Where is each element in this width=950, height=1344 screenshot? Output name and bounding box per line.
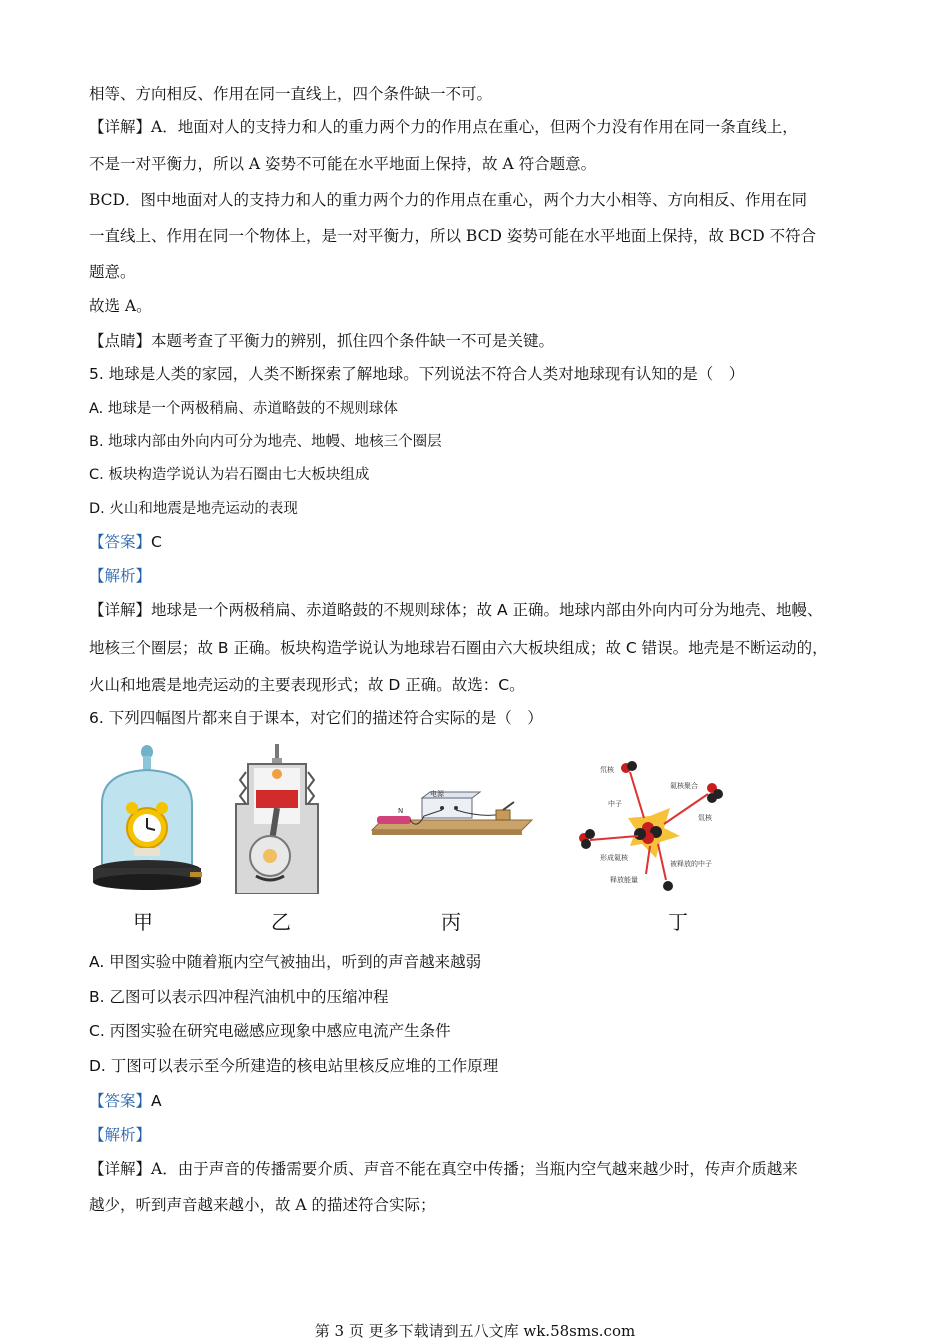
energy-label: 释放能量: [610, 876, 638, 884]
released-neutron-label: 被释放的中子: [670, 860, 712, 868]
question-6-stem: 6. 下列四幅图片都来自于课本，对它们的描述符合实际的是（ ）: [89, 709, 543, 727]
text-line: 故选 A。: [89, 297, 152, 315]
neutron-label: 中子: [608, 800, 622, 808]
q6-analysis-tag: 【解析】: [89, 1126, 152, 1144]
page-footer: 第 3 页 更多下载请到五八文库 wk.58sms.com: [314, 1322, 636, 1340]
text-line: 一直线上、作用在同一个物体上，是一对平衡力，所以 BCD 姿势可能在水平地面上保持，故 BCD 不符合: [89, 227, 817, 245]
engine-figure: [228, 744, 326, 894]
deuterium-label: 氘核: [600, 766, 614, 774]
question-5-stem: 5. 地球是人类的家园，人类不断探索了解地球。下列说法不符合人类对地球现有认知的是（ ）: [89, 365, 745, 383]
comment-text: 本题考查了平衡力的辨别，抓住四个条件缺一不可是关键。: [151, 332, 555, 350]
magnet-pole-label: N: [398, 807, 404, 815]
q5-option-d: D. 火山和地震是地壳运动的表现: [89, 501, 298, 517]
q6-option-b: B. 乙图可以表示四冲程汽油机中的压缩冲程: [89, 988, 389, 1006]
q5-detail-line: 火山和地震是地壳运动的主要表现形式；故 D 正确。故选：C。: [89, 676, 525, 694]
text-line: 题意。: [89, 263, 136, 281]
text-line: 相等、方向相反、作用在同一直线上，四个条件缺一不可。: [89, 85, 493, 103]
answer-value: A: [151, 1092, 162, 1110]
detail-text: A．地面对人的支持力和人的重力两个力的作用点在重心，但两个力没有作用在同一条直线上，: [151, 118, 798, 136]
q5-detail-line: 地核三个圈层；故 B 正确。板块构造学说认为地球岩石圈由六大板块组成；故 C 错误。地壳是不断运动的，: [89, 639, 828, 657]
comment-tag: 【点睛】: [89, 332, 152, 350]
answer-value: C: [151, 533, 162, 551]
q5-answer: [89, 530, 162, 552]
detail-tag: 【详解】: [89, 118, 152, 136]
q5-detail-line: [89, 598, 822, 620]
q6-detail-line: 越少，听到声音越来越小，故 A 的描述符合实际；: [89, 1196, 436, 1214]
q6-option-d: D. 丁图可以表示至今所建造的核电站里核反应堆的工作原理: [89, 1057, 499, 1075]
detail-line: [89, 115, 798, 137]
q5-analysis-tag: 【解析】: [89, 567, 152, 585]
power-supply-label: 电源: [430, 790, 444, 798]
bell-jar-figure: [90, 744, 205, 894]
q5-option-c: C. 板块构造学说认为岩石圈由七大板块组成: [89, 467, 370, 483]
detail-text: 地球是一个两极稍扁、赤道略鼓的不规则球体；故 A 正确。地球内部由外向内可分为地壳、地幔、: [151, 601, 823, 619]
circuit-figure: [362, 790, 537, 852]
text-line: 不是一对平衡力，所以 A 姿势不可能在水平地面上保持，故 A 符合题意。: [89, 155, 597, 173]
detail-tag: 【详解】: [89, 1160, 152, 1178]
q5-option-a: A. 地球是一个两极稍扁、赤道略鼓的不规则球体: [89, 401, 398, 417]
figure-caption-jia: 甲: [133, 910, 153, 934]
q6-option-a: A. 甲图实验中随着瓶内空气被抽出，听到的声音越来越弱: [89, 953, 482, 971]
figure-caption-ding: 丁: [668, 910, 688, 934]
detail-tag: 【详解】: [89, 601, 152, 619]
answer-tag: 【答案】: [89, 1092, 152, 1110]
q6-option-c: C. 丙图实验在研究电磁感应现象中感应电流产生条件: [89, 1022, 451, 1040]
fusion-label: 氦核聚合: [670, 782, 698, 790]
q6-answer: [89, 1089, 162, 1111]
helium-label: 形成氦核: [600, 854, 628, 862]
figure-caption-bing: 丙: [441, 910, 461, 934]
text-line: BCD．图中地面对人的支持力和人的重力两个力的作用点在重心，两个力大小相等、方向相反、作用在同: [89, 191, 807, 209]
q6-detail-line: [89, 1157, 798, 1179]
q5-option-b: B. 地球内部由外向内可分为地壳、地幔、地核三个圈层: [89, 434, 442, 450]
comment-line: [89, 329, 554, 351]
fusion-figure: [570, 754, 732, 894]
answer-tag: 【答案】: [89, 533, 152, 551]
detail-text: A．由于声音的传播需要介质、声音不能在真空中传播；当瓶内空气越来越少时，传声介质越来: [151, 1160, 798, 1178]
tritium-label: 氚核: [698, 814, 712, 822]
figure-caption-yi: 乙: [271, 910, 291, 934]
